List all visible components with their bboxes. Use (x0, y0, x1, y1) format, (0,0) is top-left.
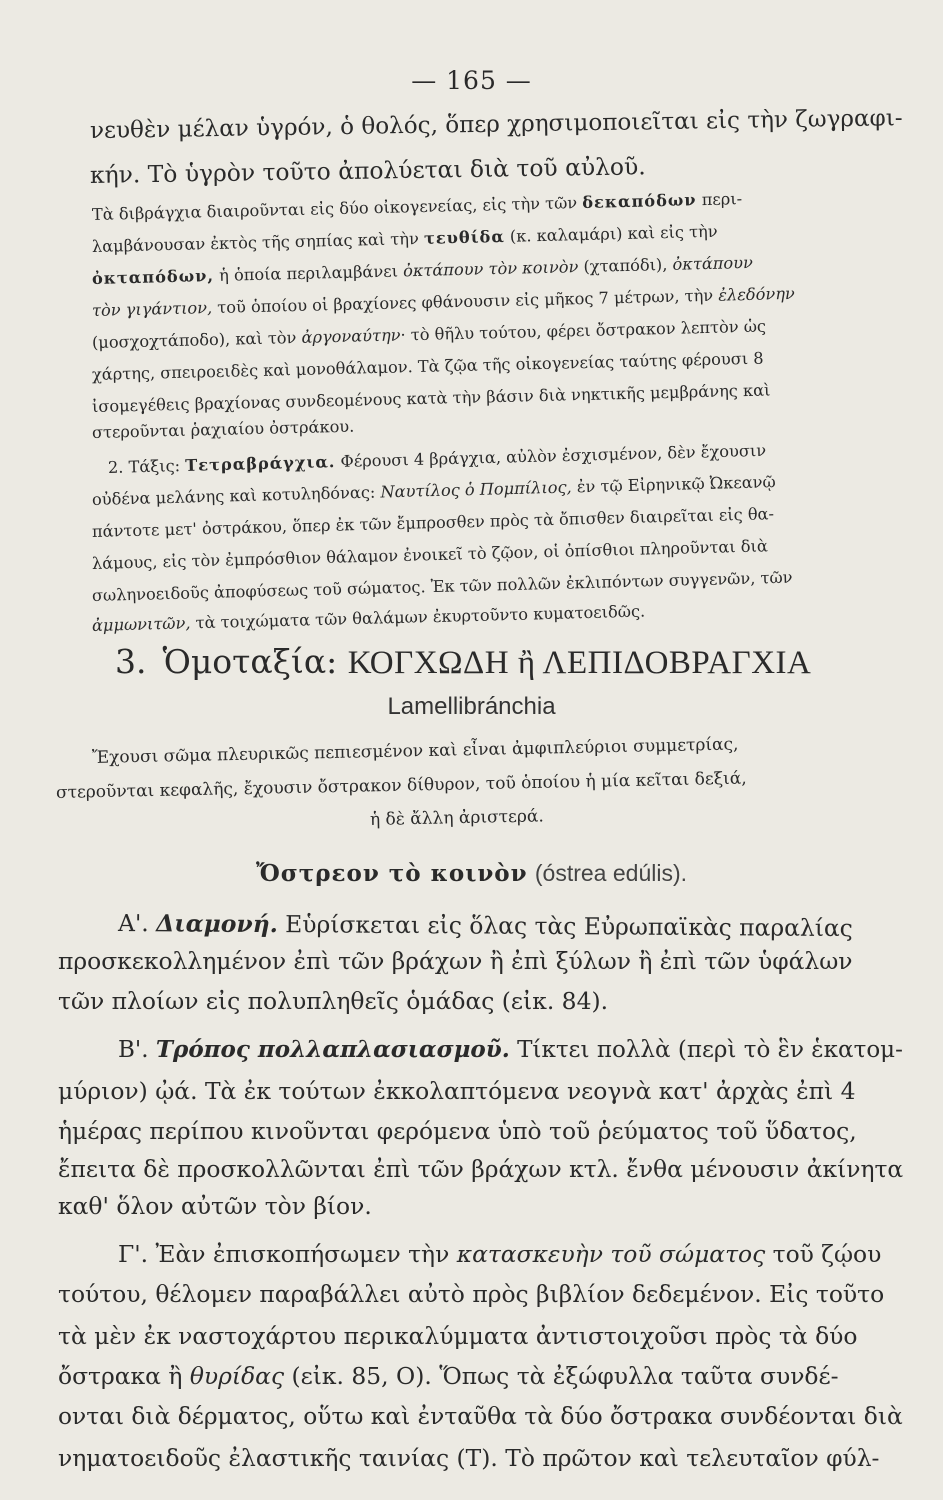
species-greek-name: Ὄστρεον τὸ κοινὸν (255, 860, 528, 887)
text-span: 2. Τάξις: (107, 455, 186, 477)
section-label: Γ'. (118, 1240, 149, 1268)
text-line: ἰσομεγέθεις βραχίονας συνδεομένους κατὰ τὴν βάσιν διὰ νηκτικῆς μεμβράνης καὶ (91, 380, 771, 416)
text-line: ονται διὰ δέρματος, οὕτω καὶ ἐνταῦθα τὰ δύο ὄστρακα συνδέονται διὰ (58, 1403, 903, 1430)
text-span: Ἐὰν ἐπισκοπήσωμεν τὴν (148, 1240, 457, 1268)
term-eledone: ἐλεδόνην (718, 283, 796, 305)
section-label: Β'. (118, 1037, 149, 1063)
text-line: νηματοειδοῦς ἐλαστικῆς ταινίας (Τ). Τὸ πρῶτον καὶ τελευταῖον φύλ- (58, 1444, 880, 1472)
term-tetrabranchia: Τετραβράγχια. (184, 452, 336, 475)
term-body-structure: κατασκευὴν τοῦ σώματος (456, 1240, 766, 1268)
text-line: σωληνοειδοῦς ἀποφύσεως τοῦ σώματος. Ἐκ τῶν πολλῶν ἐκλιπόντων συγγενῶν, τῶν (91, 567, 793, 605)
text-span: περι- (696, 189, 743, 210)
term-ammonites: ἀμμωνιτῶν, (91, 613, 191, 635)
term-nautilus: Ναυτίλος ὁ Πομπίλιος, (380, 477, 572, 502)
text-line: νευθὲν μέλαν ὑγρόν, ὁ θολός, ὅπερ χρησιμοποιεῖται εἰς τὴν ζωγραφι- (89, 105, 903, 144)
text-line: λάμους, εἰς τὸν ἐμπρόσθιον θάλαμον ἐνοικεῖ τὸ ζῷον, οἱ ὀπίσθιοι πληροῦνται διὰ (91, 536, 769, 573)
heading-label: Ὁμοταξία: (162, 642, 338, 681)
text-line: τὰ μὲν ἐκ ναστοχάρτου περικαλύμματα ἀντιστοιχοῦσι πρὸς τὰ δύο (58, 1322, 858, 1350)
latin-name: Lamellibránchia (387, 693, 556, 720)
section-title: Τρόπος πολλαπλασιασμοῦ. (155, 1036, 510, 1063)
text-span: (μοσχοχτάποδο), καὶ τὸν (91, 327, 302, 352)
text-line: καθ' ὅλον αὐτῶν τὸν βίον. (58, 1192, 372, 1220)
class-heading (115, 642, 835, 681)
text-line (92, 474, 776, 508)
text-span: τὰ τοιχώματα τῶν θαλάμων ἐκυρτοῦντο κυματοειδῶς. (190, 601, 646, 633)
text-line: μύριον) ᾠά. Τὰ ἐκ τούτων ἐκκολαπτόμενα νεογνὰ κατ' ἀρχὰς ἐπὶ 4 (58, 1077, 856, 1105)
text-span: ἡ ὁποία περιλαμβάνει (213, 261, 404, 286)
text-line: στεροῦνται κεφαλῆς, ἔχουσιν ὄστρακον δίθυρον, τοῦ ὁποίου ἡ μία κεῖται δεξιά, (55, 768, 747, 803)
text-line (58, 1362, 839, 1390)
text-line (91, 252, 754, 288)
text-line (92, 191, 742, 223)
text-line (107, 440, 767, 477)
species-latin-name: (óstrea edúlis). (534, 860, 688, 886)
text-line (91, 601, 646, 635)
text-span: Τὰ διβράγχια διαιροῦνται εἰς δύο οἰκογενείας, εἰς τὴν τῶν (91, 193, 583, 224)
text-line: τῶν πλοίων εἰς πολυπληθεῖς ὁμάδας (εἰκ. 84). (58, 987, 609, 1015)
text-line: τούτου, θέλομεν παραβάλλει αὐτὸ πρὸς βιβλίον δεδεμένον. Εἰς τοῦτο (58, 1280, 885, 1308)
term-octopus: ὀκτάπουν (672, 252, 754, 274)
heading-number: 3. (115, 642, 147, 681)
text-line: στεροῦνται ῥαχιαίου ὀστράκου. (91, 416, 355, 442)
term-argonaut: ἀργοναύτην (301, 325, 401, 347)
text-span: (χταπόδι), (578, 254, 673, 277)
text-span: Τίκτει πολλὰ (περὶ τὸ ἓν ἑκατομ- (509, 1037, 903, 1063)
text-span: · τὸ θῆλυ τούτου, φέρει ὄστρακον λεπτὸν ὡς (400, 316, 767, 345)
text-line: κήν. Τὸ ὑγρὸν τοῦτο ἀπολύεται διὰ τοῦ αὐλοῦ. (89, 152, 646, 189)
text-line: ἔπειτα δὲ προσκολλῶνται ἐπὶ τῶν βράχων κτλ. ἔνθα μένουσιν ἀκίνητα (58, 1155, 904, 1183)
text-span: τοῦ ζῴου (765, 1240, 882, 1268)
text-line: χάρτης, σπειροειδὲς καὶ μονοθάλαμον. Τὰ ζῷα τῆς οἰκογενείας ταύτης φέρουσι 8 (91, 348, 764, 384)
term-common-octopus: ὀκτάπουν τὸν κοινὸν (402, 257, 579, 281)
text-line (91, 221, 718, 256)
text-line (118, 1038, 903, 1062)
text-line (91, 316, 767, 352)
text-line: ἡ δὲ ἄλλη ἀριστερά. (369, 806, 544, 830)
text-line (117, 909, 853, 943)
text-span: Φέρουσι 4 βράγχια, αὐλὸν ἐσχισμένον, δὲν ἔχουσιν (335, 440, 767, 472)
section-title: Διαμονή. (156, 909, 278, 939)
text-span: Εὑρίσκεται εἰς ὅλας τὰς Εὐρωπαϊκὰς παραλίας (277, 910, 853, 943)
species-heading (0, 860, 943, 887)
text-span: τοῦ ὁποίου οἱ βραχίονες φθάνουσιν εἰς μῆκος 7 μέτρων, τὴν (211, 285, 719, 318)
text-span: οὐδένα μελάνης καὶ κοτυληδόνας: (91, 482, 381, 509)
text-span: λαμβάνουσαν ἐκτὸς τῆς σηπίας καὶ τὴν (91, 228, 425, 256)
text-span: ὄστρακα ἢ (58, 1362, 190, 1390)
term-decapods: δεκαπόδων (582, 190, 697, 213)
text-span: (εἰκ. 85, Ο). Ὅπως τὰ ἐξώφυλλα ταῦτα συνδέ- (284, 1362, 839, 1390)
text-line: προσκεκολλημένον ἐπὶ τῶν βράχων ἢ ἐπὶ ξύλων ἢ ἐπὶ τῶν ὑφάλων (58, 947, 853, 975)
heading-title: ΚΟΓΧΩΔΗ ἢ ΛΕΠΙΔΟΒΡΑΓΧΙΑ (347, 645, 812, 681)
text-line: πάντοτε μετ' ὀστράκου, ὅπερ ἐκ τῶν ἔμπροσθεν πρὸς τὰ ὄπισθεν διαιρεῖται εἰς θα- (91, 504, 775, 541)
term-squid: τευθίδα (423, 226, 506, 248)
text-line: Ἔχουσι σῶμα πλευρικῶς πεπιεσμένον καὶ εἶναι ἀμφιπλεύριοι συμμετρίας, (91, 734, 739, 768)
text-line: ἡμέρας περίπου κινοῦνται φερόμενα ὑπὸ τοῦ ῥεύματος τοῦ ὕδατος, (58, 1117, 857, 1145)
term-valves: θυρίδας (189, 1362, 285, 1390)
page-number: — 165 — (411, 66, 532, 95)
text-span: (κ. καλαμάρι) καὶ εἰς τὴν (504, 221, 718, 246)
section-label: Α'. (117, 909, 149, 938)
term-giant: τὸν γιγάντιον, (91, 298, 213, 320)
text-line (118, 1240, 882, 1268)
term-octopods: ὀκταπόδων, (91, 266, 215, 288)
text-line (91, 283, 796, 320)
text-span: ἐν τῷ Εἰρηνικῷ Ὠκεανῷ (571, 472, 776, 497)
